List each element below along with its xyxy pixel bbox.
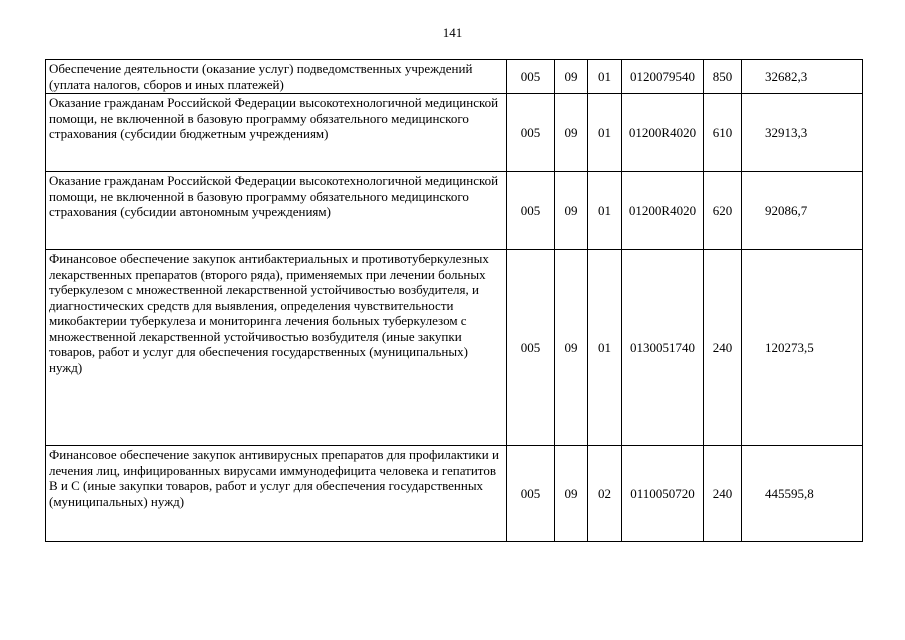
subsection-code: 01 xyxy=(588,94,622,172)
amount: 445595,8 xyxy=(742,446,863,542)
subsection-code: 02 xyxy=(588,446,622,542)
amount: 120273,5 xyxy=(742,250,863,446)
section-code: 09 xyxy=(555,60,588,94)
target-article-code: 0130051740 xyxy=(622,250,704,446)
row-description: Обеспечение деятельности (оказание услуг) подведомственных учреждений (уплата налогов, сборов и иных платежей) xyxy=(46,60,507,94)
grbs-code: 005 xyxy=(507,172,555,250)
target-article-code: 0110050720 xyxy=(622,446,704,542)
subsection-code: 01 xyxy=(588,60,622,94)
subsection-code: 01 xyxy=(588,172,622,250)
section-code: 09 xyxy=(555,446,588,542)
budget-table xyxy=(45,59,863,542)
grbs-code: 005 xyxy=(507,250,555,446)
table-row xyxy=(46,94,863,172)
row-description: Оказание гражданам Российской Федерации высокотехнологичной медицинской помощи, не включенной в базовую программу обязательного медицинского страхования (субсидии автономным учреждениям) xyxy=(46,172,507,250)
grbs-code: 005 xyxy=(507,60,555,94)
subsection-code: 01 xyxy=(588,250,622,446)
target-article-code: 01200R4020 xyxy=(622,94,704,172)
section-code: 09 xyxy=(555,250,588,446)
table-row xyxy=(46,172,863,250)
target-article-code: 01200R4020 xyxy=(622,172,704,250)
section-code: 09 xyxy=(555,94,588,172)
row-description: Финансовое обеспечение закупок антивирусных препаратов для профилактики и лечения лиц, инфицированных вирусами иммунодефицита человека и гепатитов В и С (иные закупки товаров, работ и услуг для обеспечения государственных (муниципальных) нужд) xyxy=(46,446,507,542)
table-row xyxy=(46,60,863,94)
expense-type-code: 240 xyxy=(704,446,742,542)
table-row xyxy=(46,446,863,542)
expense-type-code: 610 xyxy=(704,94,742,172)
expense-type-code: 620 xyxy=(704,172,742,250)
row-description: Финансовое обеспечение закупок антибактериальных и противотуберкулезных лекарственных препаратов (второго ряда), применяемых при лечении больных туберкулезом с множественной лекарственной устойчивостью возбудителя, и диагностических средств для выявления, определения чувствительности микобактерии туберкулеза и мониторинга лечения больных туберкулезом с множественной лекарственной устойчивостью возбудителя (иные закупки товаров, работ и услуг для обеспечения государственных (муниципальных) нужд) xyxy=(46,250,507,446)
page-number: 141 xyxy=(442,25,463,40)
grbs-code: 005 xyxy=(507,94,555,172)
amount: 92086,7 xyxy=(742,172,863,250)
table-row xyxy=(46,250,863,446)
section-code: 09 xyxy=(555,172,588,250)
expense-type-code: 850 xyxy=(704,60,742,94)
grbs-code: 005 xyxy=(507,446,555,542)
target-article-code: 0120079540 xyxy=(622,60,704,94)
row-description: Оказание гражданам Российской Федерации высокотехнологичной медицинской помощи, не включенной в базовую программу обязательного медицинского страхования (субсидии бюджетным учреждениям) xyxy=(46,94,507,172)
amount: 32913,3 xyxy=(742,94,863,172)
amount: 32682,3 xyxy=(742,60,863,94)
expense-type-code: 240 xyxy=(704,250,742,446)
